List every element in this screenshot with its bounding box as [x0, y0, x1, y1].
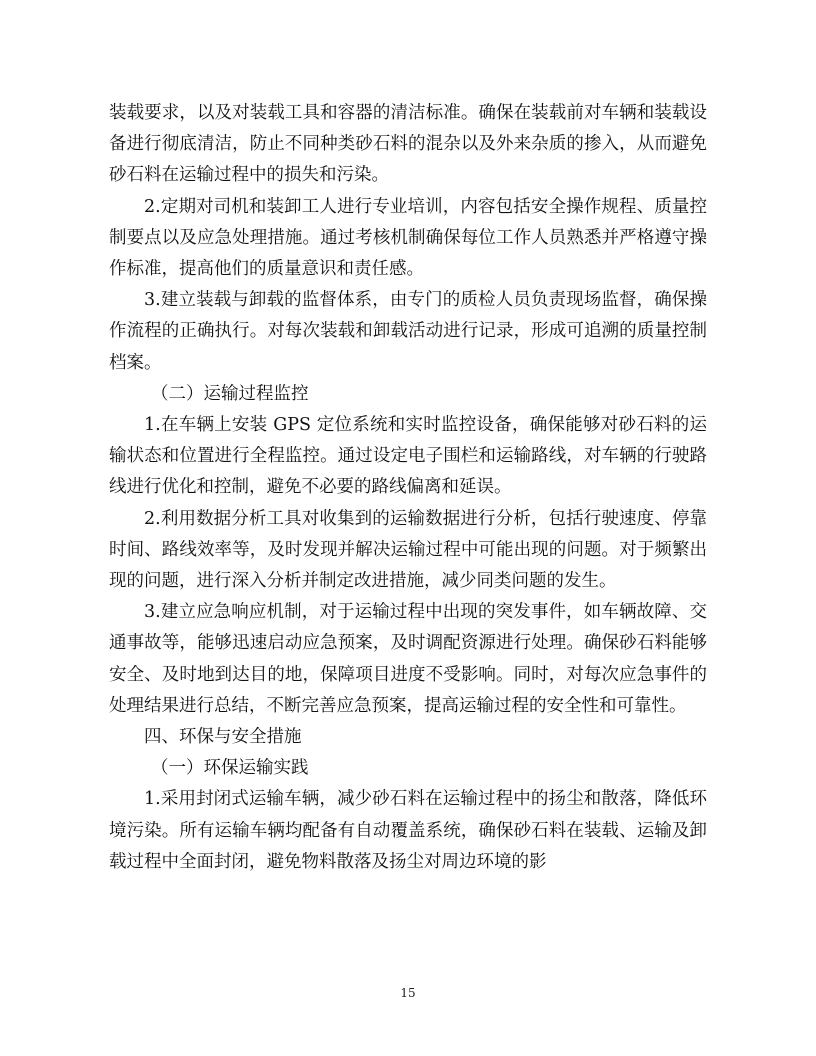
paragraph-training: 2.定期对司机和装卸工人进行专业培训，内容包括安全操作规程、质量控制要点以及应急处理措施。通过考核机制确保每位工作人员熟悉并严格遵守操作标准，提高他们的质量意识和责任感。 — [109, 196, 707, 280]
paragraph-supervision: 3.建立装载与卸载的监督体系，由专门的质检人员负责现场监督，确保操作流程的正确执行。对每次装载和卸载活动进行记录，形成可追溯的质量控制档案。 — [109, 290, 707, 373]
section-heading-environment-safety: 四、环保与安全措施 — [144, 727, 302, 748]
paragraph-enclosed-vehicles: 1.采用封闭式运输车辆，减少砂石料在运输过程中的扬尘和散落，降低环境污染。所有运输车辆均配备有自动覆盖系统，确保砂石料在装载、运输及卸载过程中全面封闭，避免物料散落及扬尘对周边环境的影 — [109, 789, 707, 872]
section-heading-eco-transport: （一）环保运输实践 — [151, 758, 309, 779]
paragraph-loading-requirements: 装载要求，以及对装载工具和容器的清洁标准。确保在装载前对车辆和装载设备进行彻底清洁，防止不同种类砂石料的混杂以及外来杂质的掺入，从而避免砂石料在运输过程中的损失和污染。 — [109, 103, 707, 186]
document-body — [109, 98, 707, 878]
paragraph-gps-monitoring: 1.在车辆上安装 GPS 定位系统和实时监控设备，确保能够对砂石料的运输状态和位置进行全程监控。通过设定电子围栏和运输路线，对车辆的行驶路线进行优化和控制，避免不必要的路线偏离和延误。 — [109, 415, 707, 498]
paragraph-data-analysis: 2.利用数据分析工具对收集到的运输数据进行分析，包括行驶速度、停靠时间、路线效率等，及时发现并解决运输过程中可能出现的问题。对于频繁出现的问题，进行深入分析并制定改进措施，减少同类问题的发生。 — [109, 508, 707, 592]
page-number: 15 — [400, 986, 416, 1000]
section-heading-transport-monitoring: （二）运输过程监控 — [151, 383, 309, 404]
paragraph-emergency-response: 3.建立应急响应机制，对于运输过程中出现的突发事件，如车辆故障、交通事故等，能够迅速启动应急预案，及时调配资源进行处理。确保砂石料能够安全、及时地到达目的地，保障项目进度不受影响。同时，对每次应急事件的处理结果进行总结，不断完善应急预案，提高运输过程的安全性和可靠性。 — [109, 602, 707, 716]
